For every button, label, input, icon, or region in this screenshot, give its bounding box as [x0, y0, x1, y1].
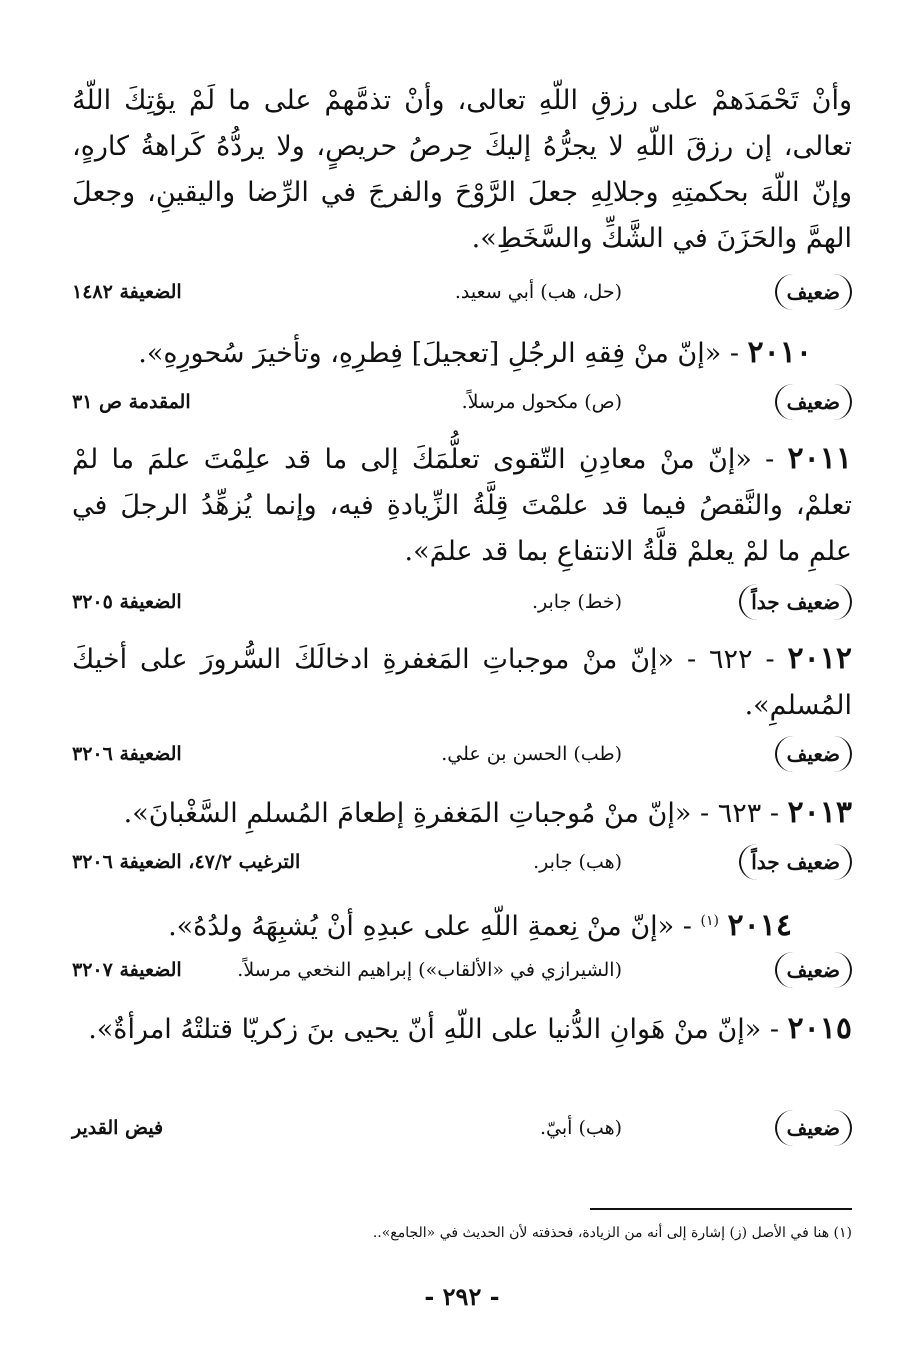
hadith-number: ٢٠١٤ — [727, 908, 792, 943]
source-text: (الشيرازي في «الألقاب») إبراهيم النخعي مرسلاً. — [237, 959, 622, 981]
hadith-number: ٢٠١٢ — [787, 641, 852, 676]
dash: - — [721, 338, 739, 369]
footnote: (١) هنا في الأصل (ز) إشارة إلى أنه من الزيادة، فحذفته لأن الحديث في «الجامع».. — [372, 1225, 852, 1241]
reference-text: الضعيفة ٣٢٠٥ — [72, 591, 182, 613]
footnote-divider — [590, 1208, 852, 1210]
page-number: - ٢٩٢ - — [424, 1282, 500, 1311]
hadith-2010 — [72, 330, 852, 377]
grade-badge: ضعيف — [775, 274, 852, 310]
grade-badge: ضعيف — [775, 1110, 852, 1146]
grade-badge: ضعيف جداً — [739, 584, 852, 620]
source-text: (حل، هب) أبي سعيد. — [454, 281, 622, 303]
source-text: (طب) الحسن بن علي. — [441, 743, 622, 765]
dash: - — [761, 1014, 779, 1045]
dash: - — [674, 644, 697, 675]
hadith-number: ٢٠١١ — [787, 441, 852, 476]
hadith-2012-source-row — [72, 736, 852, 776]
hadith-number: ٢٠١٠ — [747, 335, 812, 370]
reference-text: الضعيفة ١٤٨٢ — [72, 281, 182, 303]
grade-badge: ضعيف — [775, 736, 852, 772]
hadith-2014-source-row — [72, 952, 852, 992]
reference-text: الضعيفة ٣٢٠٧ — [72, 959, 182, 981]
hadith-number: ٢٠١٥ — [787, 1011, 852, 1046]
reference-text: فيض القدير — [72, 1117, 164, 1139]
intro-paragraph: وأنْ تَحْمَدَهمْ على رزقِ اللّهِ تعالى، وأنْ تذمَّهمْ على ما لَمْ يؤتِكَ اللّهُ تعالى، إن رزقَ اللّهِ لا يجرُّهُ إليكَ حِرصُ حريصٍ، ولا يردُّهُ كَراهةُ كارهٍ، وإنّ اللّهَ بحكمتِهِ وجلالِهِ جعلَ الرَّوْحَ والفرجَ في الرِّضا واليقينِ، وجعلَ الهمَّ والحَزَنَ في الشَّكِّ والسَّخَطِ». — [72, 85, 852, 254]
hadith-text: «إنّ منْ هَوانِ الدُّنيا على اللّهِ أنّ يحيى بنَ زكريّا قتلتْهُ امرأةٌ». — [88, 1014, 762, 1045]
reference-text: الضعيفة ٣٢٠٦ — [72, 743, 182, 765]
hadith-extra-number: ٦٢٢ — [709, 644, 753, 675]
dash: - — [691, 798, 710, 829]
hadith-2013 — [72, 790, 852, 837]
hadith-2013-source-row — [72, 844, 852, 884]
hadith-2015-source-row — [72, 1110, 852, 1150]
hadith-2011-source-row — [72, 584, 852, 624]
reference-text: المقدمة ص ٣١ — [72, 391, 191, 413]
reference-text: الترغيب ٤٧/٢، الضعيفة ٣٢٠٦ — [72, 851, 301, 873]
hadith-number: ٢٠١٣ — [787, 795, 852, 830]
dash: - — [751, 444, 775, 475]
grade-badge: ضعيف — [775, 952, 852, 988]
source-text: (هب) جابر. — [533, 851, 622, 873]
dash: - — [752, 644, 775, 675]
hadith-2012 — [72, 636, 852, 729]
grade-badge: ضعيف — [775, 384, 852, 420]
source-text: (ص) مكحول مرسلاً. — [461, 391, 622, 413]
hadith-text: «إنّ منْ فِقهِ الرجُلِ [تعجيلَ] فِطرِهِ، وتأخيرَ سُحورِهِ». — [138, 338, 722, 369]
hadith-2010-source-row — [72, 384, 852, 424]
intro-source-row — [72, 274, 852, 314]
hadith-2015 — [72, 1006, 852, 1053]
hadith-text: «إنّ منْ موجباتِ المَغفرةِ ادخالَكَ السُّرورَ على أخيكَ المُسلمِ». — [72, 644, 852, 721]
hadith-2014 — [72, 898, 852, 950]
hadith-2011 — [72, 436, 852, 575]
source-text: (هب) أبيّ. — [540, 1117, 622, 1139]
hadith-text: «إنّ منْ نِعمةِ اللّهِ على عبدِهِ أنْ يُشبِهَهُ ولدُهُ». — [168, 911, 675, 942]
footnote-marker: (١) — [700, 913, 719, 929]
dash: - — [761, 798, 779, 829]
grade-badge: ضعيف جداً — [739, 844, 852, 880]
hadith-extra-number: ٦٢٣ — [717, 798, 762, 829]
hadith-text: «إنّ منْ معادِنِ التّقوى تعلُّمَكَ إلى ما قد علِمْتَ علمَ ما لمْ تعلمْ، والنَّقصُ فيما قد علمْتَ قِلَّةُ الزِّيادةِ فيه، وإنما يُزهِّدُ الرجلَ في علمِ ما لمْ يعلمْ قلَّةُ الانتفاعِ بما قد علمَ». — [72, 444, 852, 567]
hadith-text: «إنّ منْ مُوجباتِ المَغفرةِ إطعامَ المُسلمِ السَّغْبانَ». — [123, 798, 692, 829]
dash: - — [674, 911, 692, 942]
source-text: (خط) جابر. — [532, 591, 622, 613]
